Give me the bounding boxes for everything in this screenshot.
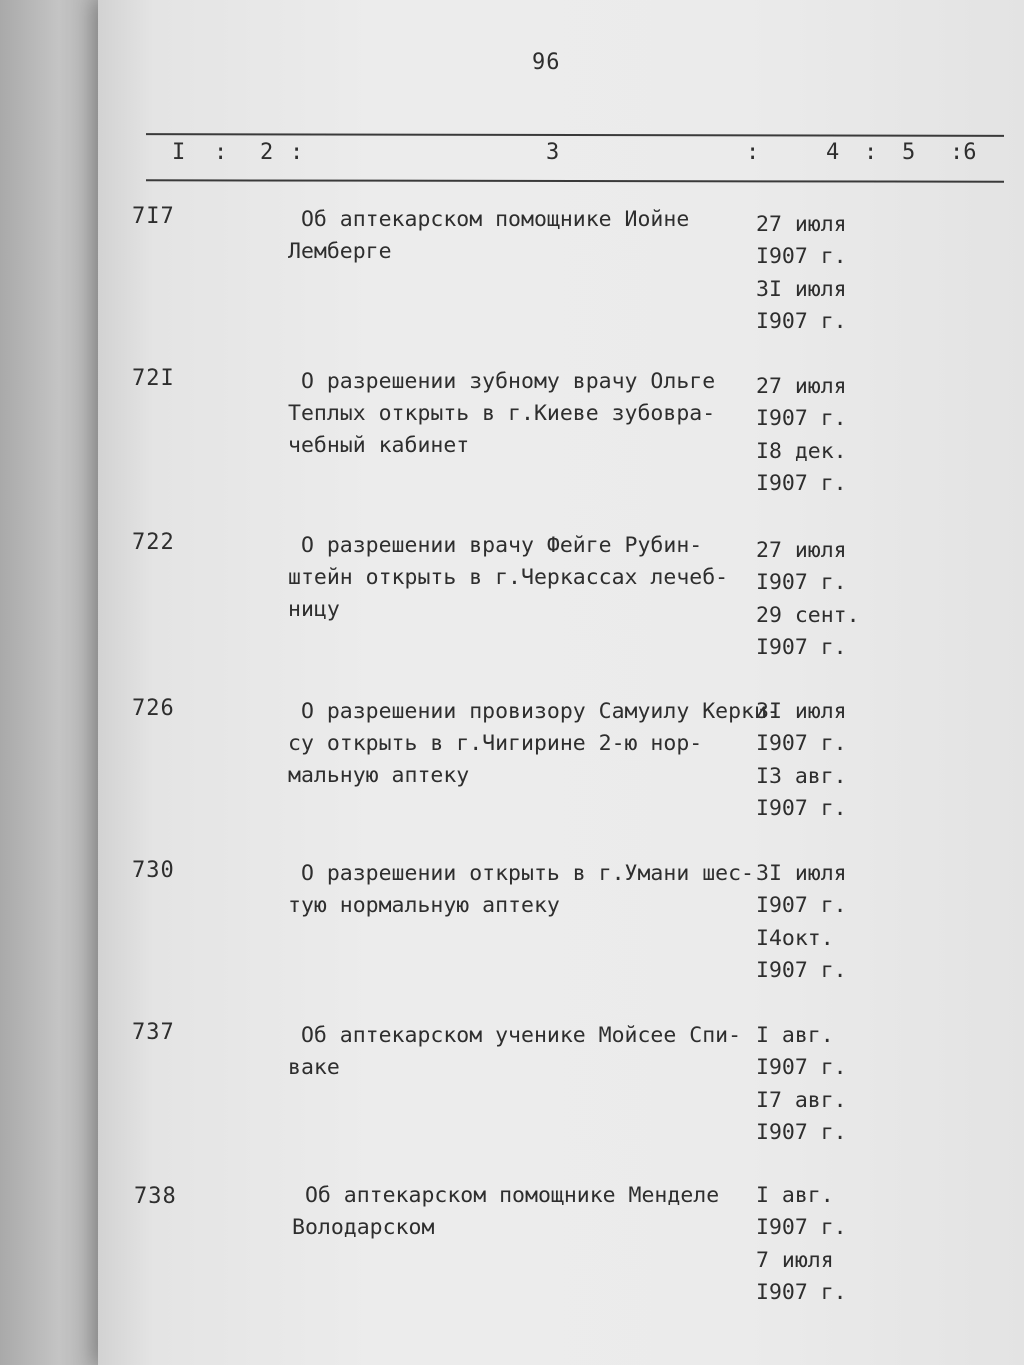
column-header-4: 4 — [826, 140, 840, 165]
date-line: 27 июля — [756, 212, 847, 237]
description-line: мальную аптеку — [288, 763, 470, 788]
date-line: I4окт. — [756, 925, 834, 951]
description-line: Об аптекарском помощнике Менделе — [292, 1183, 720, 1208]
entry-description — [288, 1020, 758, 1084]
entry-dates — [756, 696, 847, 825]
description-line: Теплых открыть в г.Киеве зубовра- — [288, 401, 716, 426]
date-line: I авг. — [756, 1023, 834, 1048]
entry-dates — [756, 858, 847, 987]
date-line: I907 г. — [756, 570, 847, 596]
date-line: I907 г. — [756, 406, 847, 432]
date-line: I7 авг. — [756, 1087, 847, 1113]
column-header-1: I — [172, 140, 186, 165]
date-line: I907 г. — [756, 1215, 847, 1241]
description-line: О разрешении врачу Фейге Рубин- — [288, 533, 703, 558]
description-line: Об аптекарском ученике Мойсее Спи- — [288, 1023, 742, 1048]
date-line: I907 г. — [756, 308, 847, 334]
column-header-2: 2 — [260, 140, 274, 165]
description-line: ваке — [288, 1055, 340, 1080]
date-line: 3I июля — [756, 861, 847, 886]
date-line: I907 г. — [756, 244, 847, 270]
entry-number: 72I — [132, 366, 175, 391]
date-line: I907 г. — [756, 731, 847, 757]
page-number: 96 — [532, 50, 561, 75]
date-line: 27 июля — [756, 374, 847, 399]
entry-description — [292, 1180, 762, 1244]
date-line: 3I июля — [756, 276, 847, 302]
entry-number: 7I7 — [132, 204, 175, 229]
date-line: 29 сент. — [756, 602, 860, 628]
column-header-5: 5 — [902, 140, 916, 165]
entry-description — [288, 858, 758, 922]
date-line: 3I июля — [756, 699, 847, 724]
column-header-6: :6 — [950, 140, 977, 165]
column-header-3: 3 — [546, 140, 560, 165]
description-line: О разрешении зубному врачу Ольге — [288, 369, 716, 394]
entry-description — [288, 204, 758, 268]
date-line: I907 г. — [756, 1279, 847, 1305]
entry-description — [288, 530, 758, 626]
description-line: ницу — [288, 597, 340, 622]
date-line: I3 авг. — [756, 763, 847, 789]
date-line: I907 г. — [756, 1119, 847, 1145]
description-line: Володарском — [292, 1215, 435, 1240]
entry-number: 738 — [134, 1184, 177, 1209]
entry-description — [288, 366, 758, 462]
date-line: I907 г. — [756, 1055, 847, 1081]
date-line: I907 г. — [756, 634, 847, 660]
column-separator-2: : — [290, 140, 304, 165]
entry-dates — [756, 371, 847, 500]
date-line: I907 г. — [756, 957, 847, 983]
entry-dates — [756, 1020, 847, 1149]
entry-number: 722 — [132, 530, 175, 555]
column-separator-4: : — [864, 140, 878, 165]
date-line: 27 июля — [756, 538, 847, 563]
description-line: тую нормальную аптеку — [288, 893, 560, 918]
description-line: О разрешении открыть в г.Умани шес- — [288, 861, 754, 886]
date-line: I907 г. — [756, 470, 847, 496]
entry-dates — [756, 1180, 847, 1309]
entry-number: 730 — [132, 858, 175, 883]
description-line: Об аптекарском помощнике Иойне — [288, 207, 690, 232]
date-line: I8 дек. — [756, 438, 847, 464]
entry-number: 726 — [132, 696, 175, 721]
column-separator-1: : — [214, 140, 228, 165]
description-line: штейн открыть в г.Черкассах лечеб- — [288, 565, 729, 590]
entry-dates — [756, 209, 847, 338]
description-line: су открыть в г.Чигирине 2-ю нор- — [288, 731, 703, 756]
description-line: чебный кабинет — [288, 433, 470, 458]
entry-dates — [756, 535, 860, 664]
entry-number: 737 — [132, 1020, 175, 1045]
binding-edge — [0, 0, 98, 1365]
date-line: 7 июля — [756, 1247, 834, 1273]
description-line: О разрешении провизору Самуилу Керки- — [288, 699, 780, 724]
date-line: I авг. — [756, 1183, 834, 1208]
column-separator-3: : — [746, 140, 760, 165]
entry-description — [288, 696, 780, 792]
description-line: Лемберге — [288, 239, 392, 264]
date-line: I907 г. — [756, 893, 847, 919]
date-line: I907 г. — [756, 795, 847, 821]
